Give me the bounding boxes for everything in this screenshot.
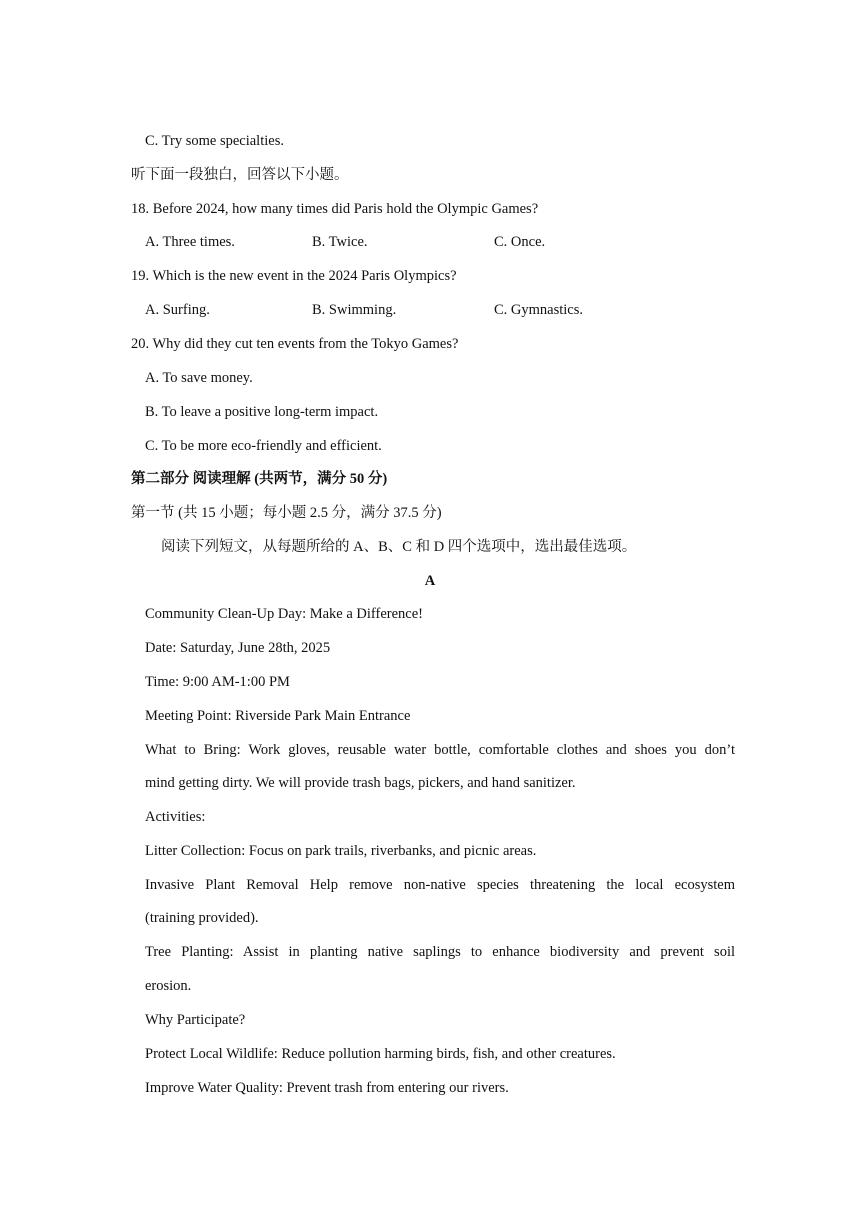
q17-option-c: C. Try some specialties. <box>145 133 284 149</box>
q18-option-c: C. Once. <box>494 234 546 250</box>
q20-option-b: B. To leave a positive long-term impact. <box>145 404 379 420</box>
what-to-bring-line-1: What to Bring: Work gloves, reusable water bottle, comfortable clothes and shoes you don’t <box>145 742 735 758</box>
invasive-plant-line-2: (training provided). <box>145 910 259 926</box>
q18-option-b: B. Twice. <box>312 234 368 250</box>
litter-collection: Litter Collection: Focus on park trails, riverbanks, and picnic areas. <box>145 843 537 859</box>
event-time: Time: 9:00 AM-1:00 PM <box>145 674 290 690</box>
question-20: 20. Why did they cut ten events from the Tokyo Games? <box>131 336 459 352</box>
q19-option-c: C. Gymnastics. <box>494 302 584 318</box>
q19-option-a: A. Surfing. <box>145 302 210 318</box>
protect-wildlife: Protect Local Wildlife: Reduce pollution harming birds, fish, and other creatures. <box>145 1046 616 1062</box>
listening-instruction: 听下面一段独白，回答以下小题。 <box>131 167 349 183</box>
event-date: Date: Saturday, June 28th, 2025 <box>145 640 331 656</box>
meeting-point: Meeting Point: Riverside Park Main Entrance <box>145 708 411 724</box>
passage-label: A <box>424 573 436 589</box>
why-participate-heading: Why Participate? <box>145 1012 246 1028</box>
tree-planting-line-2: erosion. <box>145 978 192 994</box>
q19-option-b: B. Swimming. <box>312 302 397 318</box>
part-two-heading: 第二部分 阅读理解 (共两节，满分 50 分) <box>131 471 388 487</box>
passage-title: Community Clean-Up Day: Make a Difference! <box>145 606 423 622</box>
improve-water-quality: Improve Water Quality: Prevent trash from entering our rivers. <box>145 1080 509 1096</box>
q20-option-c: C. To be more eco-friendly and efficient. <box>145 438 382 454</box>
what-to-bring-line-2: mind getting dirty. We will provide trash bags, pickers, and hand sanitizer. <box>145 775 576 791</box>
q18-option-a: A. Three times. <box>145 234 235 250</box>
tree-planting-line-1: Tree Planting: Assist in planting native saplings to enhance biodiversity and prevent soil <box>145 944 735 960</box>
section-one-heading: 第一节 (共 15 小题；每小题 2.5 分，满分 37.5 分) <box>131 505 442 521</box>
question-19: 19. Which is the new event in the 2024 Paris Olympics? <box>131 268 457 284</box>
reading-instruction: 阅读下列短文，从每题所给的 A、B、C 和 D 四个选项中，选出最佳选项。 <box>161 539 637 555</box>
invasive-plant-line-1: Invasive Plant Removal Help remove non-native species threatening the local ecosystem <box>145 877 735 893</box>
question-18: 18. Before 2024, how many times did Paris hold the Olympic Games? <box>131 201 539 217</box>
activities-heading: Activities: <box>145 809 206 825</box>
q20-option-a: A. To save money. <box>145 370 253 386</box>
